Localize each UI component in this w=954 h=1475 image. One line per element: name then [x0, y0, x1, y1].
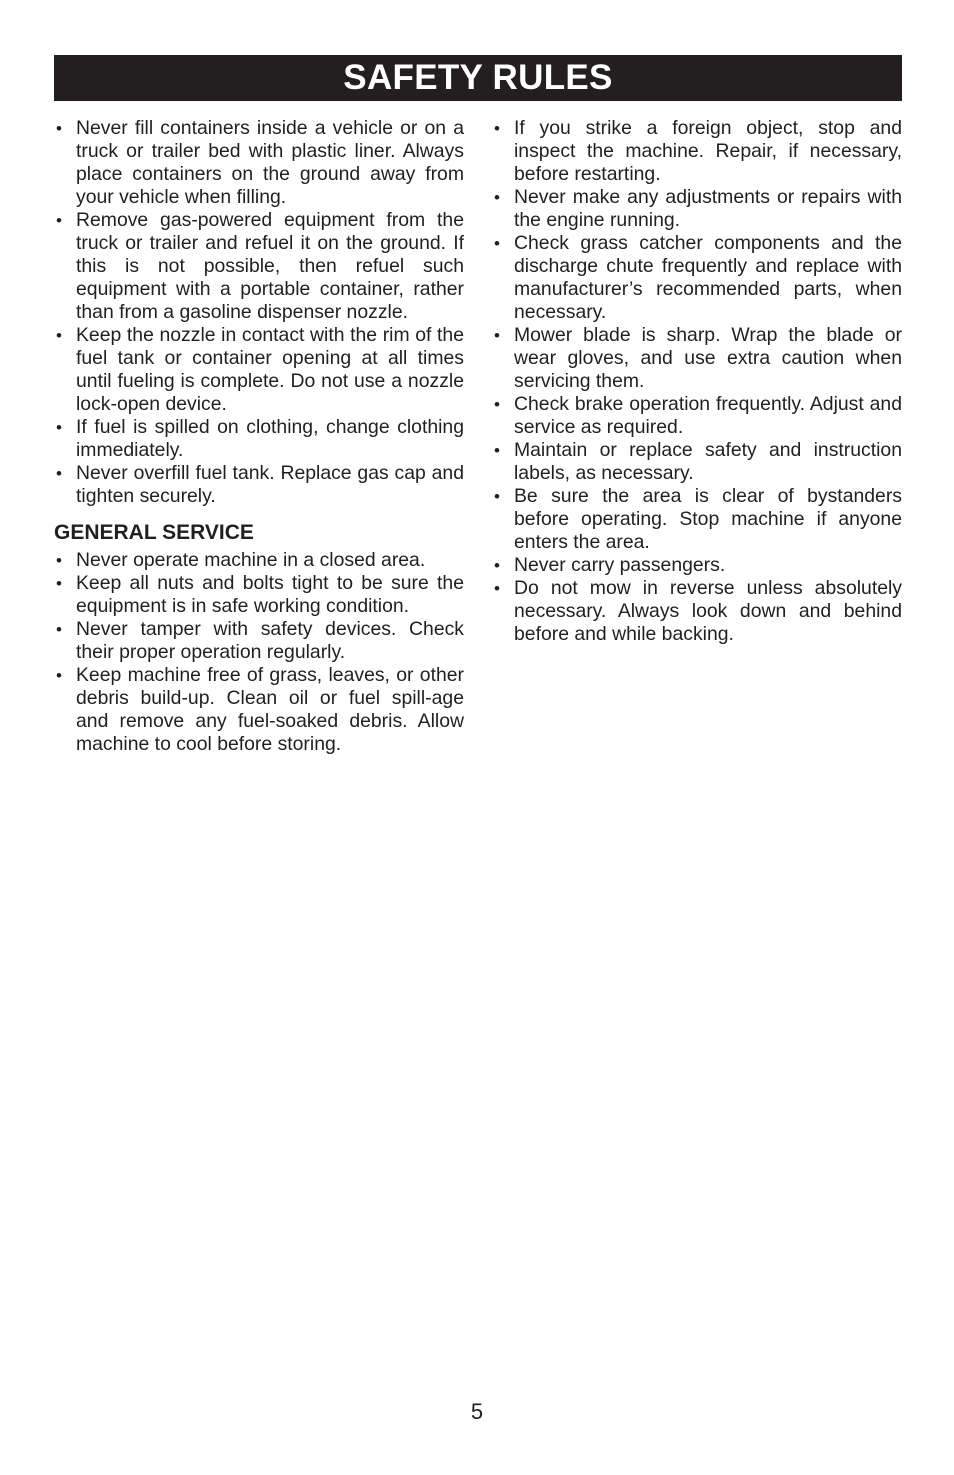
general-service-heading: GENERAL SERVICE [54, 521, 254, 544]
bullet-icon: • [494, 188, 500, 207]
bullet-icon: • [494, 556, 500, 575]
list-item: • If fuel is spilled on clothing, change clothing immediately. [56, 416, 464, 461]
page-number: 5 [470, 1399, 484, 1424]
service-rules-list [492, 117, 902, 646]
list-item: • Keep the nozzle in contact with the rim of the fuel tank or container opening at all times until fueling is complete. Do not use a nozzle lock-open device. [56, 324, 464, 415]
section-title-banner: SAFETY RULES [54, 55, 902, 101]
bullet-icon: • [494, 234, 500, 253]
list-item: • Do not mow in reverse unless absolutely necessary. Always look down and behind before and while backing. [494, 577, 902, 645]
list-item: • Check brake operation frequently. Adjust and service as required. [494, 393, 902, 438]
bullet-icon: • [56, 551, 62, 570]
bullet-icon: • [494, 119, 500, 138]
bullet-icon: • [56, 574, 62, 593]
list-item: • Mower blade is sharp. Wrap the blade or wear gloves, and use extra caution when servicing them. [494, 324, 902, 392]
bullet-icon: • [56, 119, 62, 138]
bullet-icon: • [56, 666, 62, 685]
list-item: • Never tamper with safety devices. Check their proper operation regularly. [56, 618, 464, 663]
list-item: • Never carry passengers. [494, 554, 726, 576]
list-item: • Never overfill fuel tank. Replace gas cap and tighten securely. [56, 462, 464, 507]
bullet-icon: • [56, 211, 62, 230]
bullet-icon: • [494, 395, 500, 414]
list-item: • Keep machine free of grass, leaves, or other debris build-up. Clean oil or fuel spill-age and remove any fuel-soaked debris. Allow machine to cool before storing. [56, 664, 464, 755]
bullet-icon: • [494, 579, 500, 598]
bullet-icon: • [494, 487, 500, 506]
list-item: • Never operate machine in a closed area. [56, 549, 426, 571]
fueling-rules-list [54, 117, 464, 508]
general-service-list [54, 549, 464, 756]
left-column [54, 117, 464, 756]
list-item: • Keep all nuts and bolts tight to be sure the equipment is in safe working condition. [56, 572, 464, 617]
list-item: • Be sure the area is clear of bystanders before operating. Stop machine if anyone enters the area. [494, 485, 902, 553]
list-item: • If you strike a foreign object, stop and inspect the machine. Repair, if necessary, before restarting. [494, 117, 902, 185]
bullet-icon: • [494, 441, 500, 460]
list-item: • Never fill containers inside a vehicle or on a truck or trailer bed with plastic liner. Always place containers on the ground away from your vehicle when filling. [56, 117, 464, 208]
list-item: • Check grass catcher components and the discharge chute frequently and replace with manufacturer’s recommended parts, when necessary. [494, 232, 902, 323]
bullet-icon: • [56, 418, 62, 437]
bullet-icon: • [494, 326, 500, 345]
list-item: • Maintain or replace safety and instruction labels, as necessary. [494, 439, 902, 484]
bullet-icon: • [56, 620, 62, 639]
bullet-icon: • [56, 464, 62, 483]
right-column [492, 117, 902, 646]
list-item: • Remove gas-powered equipment from the truck or trailer and refuel it on the ground. If this is not possible, then refuel such equipment with a portable container, rather than from a gasoline dispenser nozzle. [56, 209, 464, 323]
list-item: • Never make any adjustments or repairs with the engine running. [494, 186, 902, 231]
bullet-icon: • [56, 326, 62, 345]
